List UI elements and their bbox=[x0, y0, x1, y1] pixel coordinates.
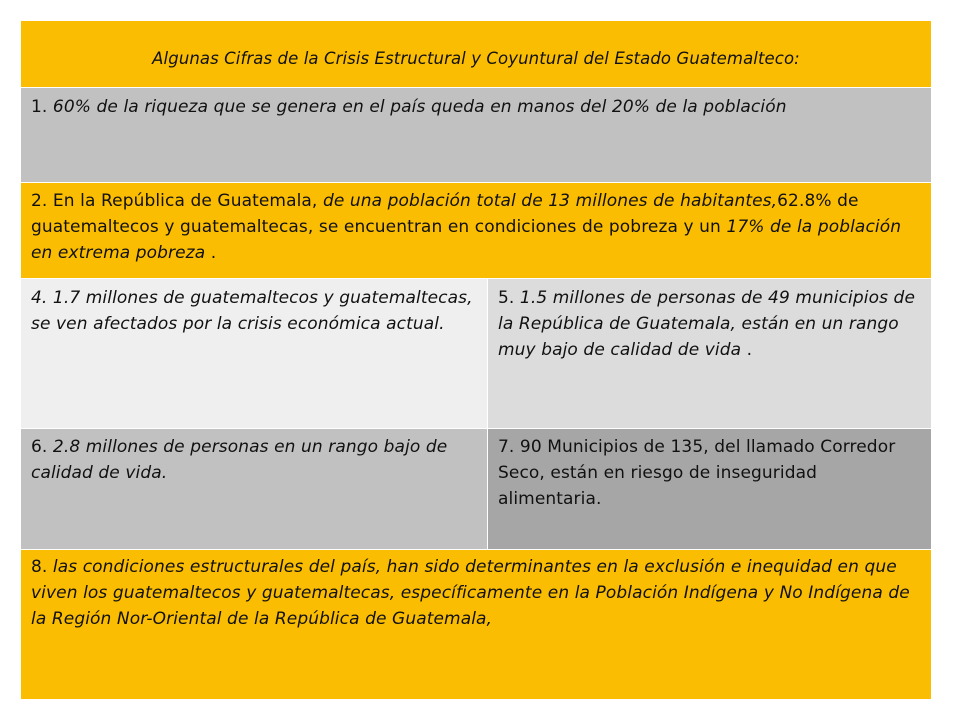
item-5-tail: . bbox=[741, 340, 753, 360]
item-8-body: las condiciones estructurales del país, han sido determinantes en la exclusión e inequidad en que viven los guatemaltecos y guatemaltecas, específicamente en la Población Indígena y No Indígena de la Región Nor-Oriental de la República de Guatemala, bbox=[31, 557, 910, 629]
item-1-number: 1. bbox=[31, 97, 48, 117]
item-2-part-d: 17% de la población en extrema pobreza bbox=[31, 217, 902, 263]
cell-item-5 bbox=[487, 278, 931, 428]
cell-item-1 bbox=[21, 87, 931, 182]
item-6-body: 2.8 millones de personas en un rango bajo de calidad de vida. bbox=[31, 437, 448, 483]
item-2-part-a: En la República de Guatemala, bbox=[47, 191, 323, 211]
item-5-text bbox=[498, 285, 921, 363]
cell-item-8 bbox=[21, 549, 931, 699]
item-6-number: 6. bbox=[31, 437, 48, 457]
item-1-text bbox=[31, 94, 921, 120]
item-1-body: 60% de la riqueza que se genera en el país queda en manos del 20% de la población bbox=[47, 97, 787, 117]
item-4-text: 4. 1.7 millones de guatemaltecos y guatemaltecas, se ven afectados por la crisis económica actual. bbox=[31, 288, 473, 334]
item-8-number: 8. bbox=[31, 557, 48, 577]
item-8-text bbox=[31, 554, 921, 632]
table-title: Algunas Cifras de la Crisis Estructural y Coyuntural del Estado Guatemalteco: bbox=[152, 49, 800, 68]
item-6-text bbox=[31, 434, 477, 486]
item-2-part-e: . bbox=[205, 243, 217, 263]
item-2-text bbox=[31, 188, 921, 266]
cell-item-6 bbox=[21, 428, 487, 549]
cell-item-4 bbox=[21, 278, 487, 428]
item-5-number: 5. bbox=[498, 288, 515, 308]
item-2-part-c: 62.8% de guatemaltecos y guatemaltecas, se encuentran en condiciones de pobreza y un bbox=[31, 191, 859, 237]
item-5-body: 1.5 millones de personas de 49 municipios de la República de Guatemala, están en un rango muy bajo de calidad de vida bbox=[498, 288, 916, 360]
item-2-part-b: de una población total de 13 millones de habitantes, bbox=[322, 191, 778, 211]
cell-item-7 bbox=[487, 428, 931, 549]
table-title-cell bbox=[21, 21, 931, 87]
cell-item-2 bbox=[21, 182, 931, 278]
item-2-number: 2. bbox=[31, 191, 48, 211]
item-7-text: 7. 90 Municipios de 135, del llamado Corredor Seco, están en riesgo de inseguridad alimentaria. bbox=[498, 437, 896, 509]
